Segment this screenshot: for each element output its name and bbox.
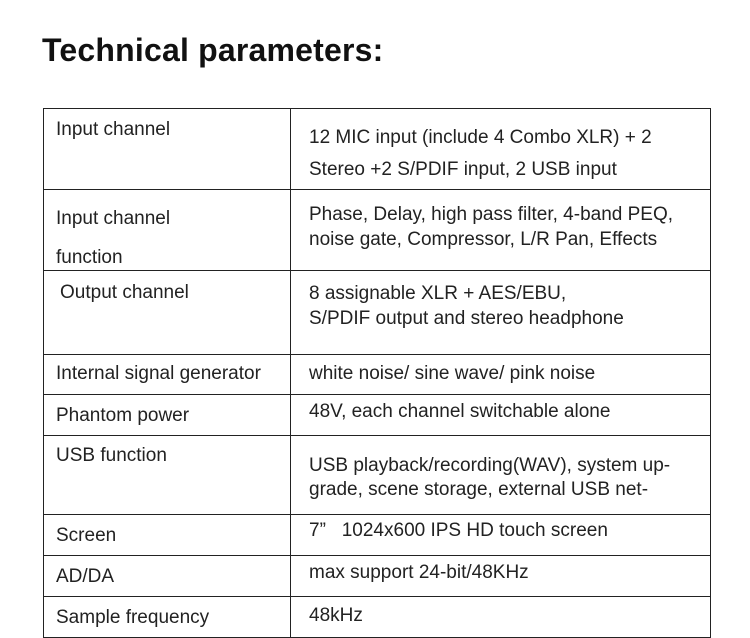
param-value: Phase, Delay, high pass filter, 4-band PEQ, noise gate, Compressor, L/R Pan, Effects xyxy=(309,204,674,250)
param-label-cell xyxy=(44,556,291,597)
table-row xyxy=(44,597,711,638)
param-label-cell xyxy=(44,436,291,515)
param-label: USB function xyxy=(56,445,167,466)
param-label-cell xyxy=(44,355,291,395)
param-label: Output channel xyxy=(60,282,189,303)
param-label-cell xyxy=(44,515,291,556)
param-label-cell xyxy=(44,190,291,271)
param-label: Input channel xyxy=(56,119,171,140)
param-label: Screen xyxy=(56,525,117,546)
param-value: 48V, each channel switchable alone xyxy=(309,401,611,422)
table-row xyxy=(44,515,711,556)
param-value: 48kHz xyxy=(309,605,363,626)
param-label: Internal signal generator xyxy=(56,363,261,384)
param-label-cell xyxy=(44,395,291,436)
page-title: Technical parameters: xyxy=(42,32,384,68)
param-value-cell xyxy=(291,436,711,515)
table-row xyxy=(44,395,711,436)
table-row xyxy=(44,436,711,515)
param-value-cell xyxy=(291,515,711,556)
technical-parameters-table xyxy=(43,108,711,638)
table-row xyxy=(44,355,711,395)
param-value: 12 MIC input (include 4 Combo XLR) + 2 Stereo +2 S/PDIF input, 2 USB input xyxy=(309,127,652,180)
param-value-cell xyxy=(291,190,711,271)
param-value: max support 24-bit/48KHz xyxy=(309,562,529,583)
param-value-cell xyxy=(291,355,711,395)
param-label: AD/DA xyxy=(56,566,115,587)
param-value-cell xyxy=(291,271,711,355)
param-label-cell xyxy=(44,597,291,638)
param-value: USB playback/recording(WAV), system up- grade, scene storage, external USB net- xyxy=(309,455,671,500)
param-label-cell xyxy=(44,271,291,355)
param-value-cell xyxy=(291,597,711,638)
param-label: Sample frequency xyxy=(56,607,210,628)
param-value: 8 assignable XLR + AES/EBU, S/PDIF output and stereo headphone xyxy=(309,283,624,329)
table-row xyxy=(44,190,711,271)
param-value: white noise/ sine wave/ pink noise xyxy=(309,363,596,384)
param-value-cell xyxy=(291,395,711,436)
table-row xyxy=(44,271,711,355)
param-value: 7” 1024x600 IPS HD touch screen xyxy=(309,520,608,541)
table-row xyxy=(44,556,711,597)
param-label: Phantom power xyxy=(56,405,190,426)
param-value-cell xyxy=(291,109,711,190)
param-label-cell xyxy=(44,109,291,190)
table-row xyxy=(44,109,711,190)
param-label: Input channel function xyxy=(56,208,171,268)
param-value-cell xyxy=(291,556,711,597)
